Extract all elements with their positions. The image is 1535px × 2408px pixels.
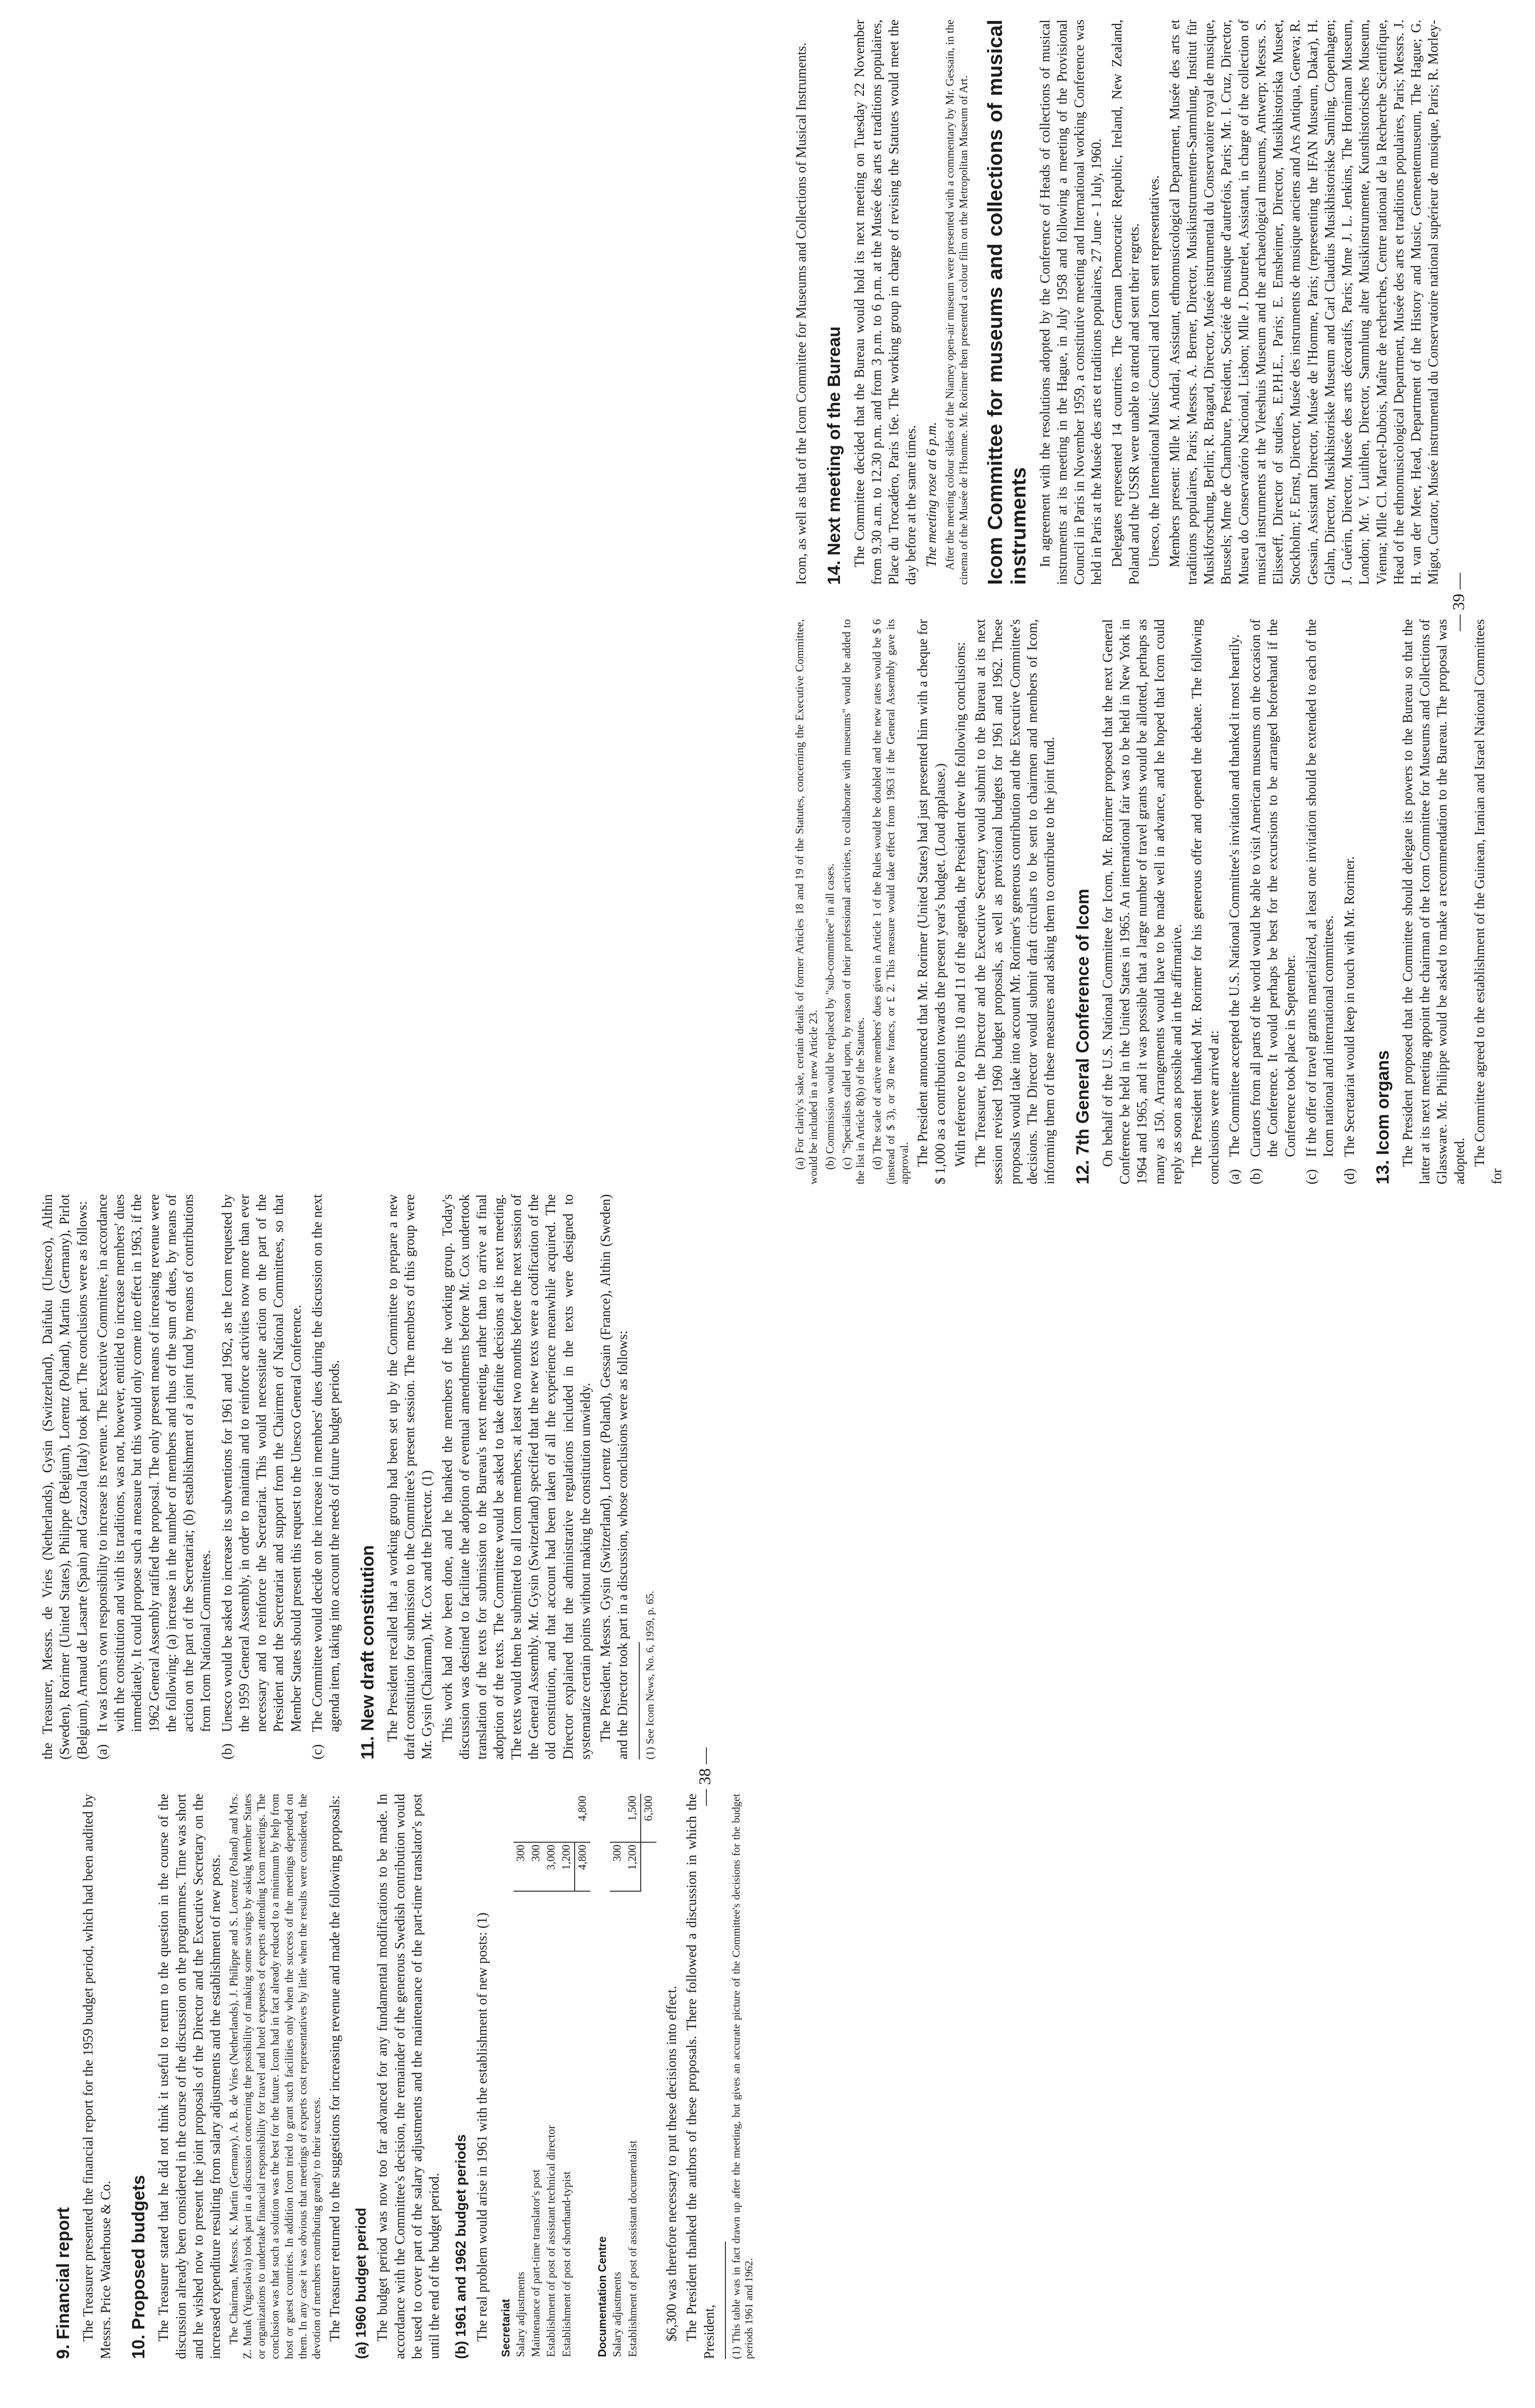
committee-heading: Icom Committee for museums and collections of musical instruments (983, 20, 1030, 585)
paragraph: The Treasurer returned to the suggestions for increasing revenue and made the following proposals: (327, 1795, 343, 2341)
small-print-paragraph: After the meeting colour slides of the Niamey open-air museum were presented with a commentary by Mr. Gessain, in the cinema of the Musée de l'Homme. Mr. Rorimer then presented a colour film on the Metropolitan Museum of Art. (943, 20, 970, 585)
subsection-a-heading: (a) 1960 budget period (353, 2207, 369, 2359)
paragraph: Icom, as well as that of the Icom Committee for Museums and Collections of Musical Instruments. (794, 42, 809, 585)
table-section-label: Documentation Centre (596, 2236, 609, 2357)
paragraph: The Treasurer presented the financial report for the 1959 budget period, which had been audited by Messrs. Price Waterhouse & Co. (81, 1794, 114, 2359)
paragraph: Delegates represented 14 countries. The German Democratic Republic, Ireland, New Zealand, Poland and the USSR were unable to attend and sent their regrets. (1109, 20, 1142, 585)
table-cell: Establishment of post of assistant documentalist (627, 2140, 639, 2357)
paragraph: The President thanked Mr. Rorimer for his generous offer and opened the debate. The following conclusions were arrived at: (1189, 619, 1222, 1184)
table-total: 6,300 (641, 1794, 656, 1842)
page-number: — 39 — (1450, 573, 1468, 631)
small-print-paragraph: (d) The scale of active members' dues given in Article 1 of the Rules would be doubled and the new rates would be $ 6 (instead of $ 3), or 30 new francs, or £ 2. This measure would take effect from 1963 if the General Assembly gave its approval. (871, 619, 911, 1184)
table-row (513, 1794, 529, 2359)
paragraph: On behalf of the U.S. National Committee for Icom, Mr. Rorimer proposed that the next General Conference be held in the United States in 1965. An international fair was to be held in New York in 1964 and 1965, and it was possible that a large number of travel grants would be allotted, perhaps as many as 150. Arrangements would have to be made well in advance, and he hoped that Icom could reply as soon as possible and in the affirmative. (1100, 619, 1185, 1184)
list-item-text: Unesco would be asked to increase its subventions for 1961 and 1962, as the Icom requested by the 1959 General Assembly, in order to maintain and to reinforce activities now more than ever necessary and to reinforce the Secretariat. This would necessitate action on the part of the President and the Secretariat and support from the Chairmen of National Committees, so that Member States should present this request to the Unesco General Conference. (219, 1194, 304, 1732)
table-cell: Establishment of post of assistant technical director (545, 2125, 558, 2357)
list-item: (c) The Committee would decide on the increase in members' dues during the discussion on the next agenda item, taking into account the needs of future budget periods. (309, 1194, 344, 1760)
table-row (529, 1794, 544, 2359)
table-cell: 4,800 (575, 1842, 590, 1891)
list-item: (b) Curators from all parts of the world would be able to visit American museums on the occasion of the Conference. It would perhaps be best for the excursions to be arranged beforehand if the Conference took place in September. (1247, 619, 1299, 1184)
table-row (610, 1794, 625, 2359)
subsection-b-heading: (b) 1961 and 1962 budget periods (453, 2134, 469, 2359)
list-item-text: Curators from all parts of the world would be able to visit American museums on the occasion of the Conference. It would perhaps be best for the excursions to be arranged beforehand if the Conference took place in September. (1248, 619, 1298, 1157)
page-number: — 38 — (696, 1747, 714, 1806)
list-item-text: It was Icom's own responsibility to increase its revenue. The Executive Committee, in accordance with the constitution and with its traditions, was not, however, entitled to increase members' dues immediately. It could propose such a measure but this would only come into effect in 1963, if the 1962 General Assembly ratified the proposal. The only present means of increasing revenue were the following: (a) increase in the number of members and thus of the sum of dues, by means of action on the part of the Secretariat; (b) establishment of a joint fund by means of contributions from Icom National Committees. (94, 1194, 214, 1732)
paragraph: The Committee agreed to the establishment of the Guinean, Iranian and Israel National Committees for (1472, 619, 1505, 1184)
list-item-text: If the offer of travel grants materialized, at least one invitation should be extended to each of the Icom national and international committees. (1303, 619, 1337, 1157)
section-9-heading: 9. Financial report (53, 2207, 73, 2359)
list-item: (a) The Committee accepted the U.S. National Committee's invitation and thanked it most heartily. (1226, 619, 1243, 1184)
section-11-heading: 11. New draft constitution (357, 1545, 377, 1760)
paragraph: The President, Messrs. Gysin (Switzerland), Lorentz (Poland), Gessain (France), Althin (Sweden) and the Director took part in a discussion, whose conclusions were as follows: (598, 1194, 631, 1760)
paragraph: The Committee decided that the Bureau would hold its next meeting on Tuesday 22 November from 9.30 a.m. to 12.30 p.m. and from 3 p.m. to 6 p.m. at the Musée des arts et traditions populaires, Place du Trocadéro, Paris 16e. The working group in charge of revising the Statutes would meet the day before at the same times. (852, 20, 919, 585)
paragraph: The President recalled that a working group had been set up by the Committee to prepare a new draft constitution for submission to the Committee's present session. The members of this group were Mr. Gysin (Chairman), Mr. Cox and the Director. (1) (385, 1194, 435, 1760)
section-14-heading: 14. Next meeting of the Bureau (824, 326, 844, 585)
list-item-text: The Committee would decide on the increase in members' dues during the discussion on the next agenda item, taking into account the needs of future budget periods. (309, 1194, 343, 1732)
table-cell: Salary adjustments (514, 2271, 527, 2357)
list-item: (b) Unesco would be asked to increase its subventions for 1961 and 1962, as the Icom requested by the 1959 General Assembly, in order to maintain and to reinforce activities now more than ever necessary and to reinforce the Secretariat. This would necessitate action on the part of the President and the Secretariat and support from the Chairmen of National Committees, so that Member States should present this request to the Unesco General Conference. (219, 1194, 305, 1760)
page-39-column-2 (793, 20, 1442, 585)
table-cell: 1,200 (559, 1842, 575, 1891)
small-print-paragraph: (a) For clarity's sake, certain details of former Articles 18 and 19 of the Statutes, concerning the Executive Committee, would be included in a new Article 23. (793, 619, 820, 1184)
table-cell: 300 (513, 1842, 529, 1891)
paragraph: The Treasurer stated that he did not think it useful to return to the question in the course of the discussion already been considered in the course of the discussion on the programmes. Time was short and he wished now to present the joint proposals of the Director and the Executive Secretary on the increased expenditure resulting from salary adjustments and the establishment of new posts. (156, 1794, 224, 2359)
table-cell: 1,500 (625, 1794, 641, 1842)
table-cell: 4,800 (575, 1794, 590, 1842)
list-item: (c) If the offer of travel grants materialized, at least one invitation should be extended to each of the Icom national and international committees. (1303, 619, 1338, 1184)
table-cell: 300 (529, 1842, 544, 1891)
page-39 (793, 20, 1505, 1184)
page-38-column-2 (39, 1194, 685, 1760)
table-section-label: Secretariat (499, 2299, 512, 2357)
section-12-heading: 12. 7th General Conference of Icom (1072, 888, 1093, 1184)
table-cell: 1,200 (625, 1842, 641, 1891)
table-row (641, 1794, 656, 2359)
paragraph: With reference to Points 10 and 11 of the agenda, the President drew the following conclusions: (953, 642, 968, 1167)
page-38-column-1 (39, 1794, 755, 2359)
table-cell: Maintenance of part-time translator's post (530, 2169, 542, 2357)
table-cell: 3,000 (544, 1842, 559, 1891)
page-38 (39, 1194, 755, 2359)
paragraph: The Treasurer, the Director and the Executive Secretary would submit to the Bureau at its next session revised 1960 budget proposals, as well as provisional budgets for 1961 and 1962. These proposals would take into account Mr. Rorimer's generous contribution and the Executive Committee's decisions. The Director would submit draft circulars to be sent to chairmen and members of Icom, informing them of these measures and asking them to contribute to the joint fund. (973, 619, 1058, 1184)
footnote-rule (725, 2242, 726, 2359)
paragraph: The President proposed that the Committee should delegate its powers to the Bureau so that the latter at its next meeting appoint the chairman of the Icom Committee for Museums and Collections of Glassware. Mr. Philippe would be asked to make a recommendation to the Bureau. The proposal was adopted. (1400, 619, 1467, 1184)
paragraph: $6,300 was therefore necessary to put these decisions into effect. (664, 1986, 679, 2341)
list-item-text: The Committee accepted the U.S. National Committee's invitation and thanked it most heartily. (1227, 634, 1242, 1157)
budget-table (494, 1794, 656, 2359)
paragraph: The President announced that Mr. Rorimer (United States) had just presented him with a cheque for $ 1,000 as a contribution towards the present year's budget. (Loud applause.) (915, 619, 948, 1184)
paragraph: The President thanked the authors of these proposals. There followed a discussion in which the President, (684, 1794, 717, 2359)
paragraph: In agreement with the resolutions adopted by the Conference of Heads of collections of musical instruments at its meeting in the Hague, in July 1958 and following a meeting of the Provisional Council in Paris in November 1959, a constitutive meeting and International working Conference was held in Paris at the Musée des arts et traditions populaires, 27 June - 1 July, 1960. (1037, 20, 1105, 585)
table-cell: Establishment of post of shorthand-typist (560, 2171, 573, 2357)
list-item-text: The Secretariat would keep in touch with Mr. Rorimer. (1342, 856, 1358, 1157)
small-print-paragraph: (c) "Specialists called upon, by reason of their professional activities, to collaborate with museums" would be added to the list in Article 8(b) of the Statutes. (840, 619, 867, 1184)
table-row (575, 1794, 590, 2359)
table-cell: 300 (610, 1842, 625, 1891)
footnote: (1) See Icom News, No. 6, 1959, p. 65. (643, 1591, 656, 1760)
table-row (544, 1794, 559, 2359)
paragraph: This work had now been done, and he thanked the members of the working group. Today's discussion was destined to facilitate the adoption of eventual amendments before Mr. Cox undertook translation of the texts for submission to the Bureau's next meeting, rather than to arrive at final adoption of the texts. The Committee would be asked to take definite decisions at its next meeting. The texts would then be submitted to all Icom members, at least two months before the next session of the General Assembly. Mr. Gysin (Switzerland) specified that the new texts were a codification of the old constitution, and that account had been taken of all the experience meanwhile acquired. The Director explained that the administrative regulations included in the texts were designed to systematize certain points without making the constitution unwieldy. (440, 1194, 593, 1760)
paragraph: the Treasurer, Messrs. de Vries (Netherlands), Gysin (Switzerland), Daifuku (Unesco), Althin (Sweden), Rorimer (United States), Philippe (Belgium), Lorentz (Poland), Martin (Germany), Pirlot (Belgium), Arnaud de Lasarte (Spain) and Gazzola (Italy) took part. The conclusions were as follows: (40, 1194, 90, 1760)
closing-note: The meeting rose at 6 p.m. (924, 422, 939, 567)
table-row (559, 1794, 575, 2359)
table-cell: Salary adjustments (611, 2271, 624, 2357)
paragraph: Members present: Mlle M. Andral, Assistant, ethnomusicological Department, Musée des arts et traditions populaires, Paris; Messrs. A. Berner, Director, Musikinstrumenten-Sammlung, Institut für Musikforschung, Berlin; R. Bragard, Director, Musée instrumental du Conservatoire royal de musique, Brussels; Mme de Chambure, President, Société de musique d'autrefois, Paris; Mr. I. Cruz, Director, Museu do Conservatório Nacional, Lisbon; Mlle J. Doutrelet, Assistant, in charge of the collection of musical instruments at the Vleeshuis Museum and the archaeological museums, Antwerp; Messrs. S. Elisseeff, Director of studies, E.P.H.E., Paris; E. Emsheimer, Director, Musikhistoriska Museet, Stockholm; F. Ernst, Director, Musée des instruments de musique anciens and Ars Antiqua, Geneva; R. Gessain, Assistant Director, Musée de l'Homme, Paris; (representing the IFAN Museum, Dakar), H. Glahn, Director, Musikhistoriske Museum and Carl Claudius Musikhistoriske Samling, Copenhagen; J. Guérin, Director, Musée des arts décoratifs, Paris; Mme J. L. Jenkins, The Horniman Museum, London; Mr. V. Luithlen, Director, Sammlung alter Musikinstrumente, Kunsthistorisches Museum, Vienna; Mlle Cl. Marcel-Dubois, Maître de recherches, Centre national de la Recherche Scientifique, Head of the ethnomusicological Department, Musée des arts et traditions populaires, Paris; Messrs. J. H. van der Meer, Head, Department of the History and Music, Gemeentemuseum, The Hague; G. Migot, Curator, Musée instrumental du Conservatoire national supérieur de musique, Paris; R. Morley- (1167, 20, 1442, 585)
table-row (625, 1794, 641, 2359)
paragraph: Unesco, the International Music Council and Icom sent representatives. (1147, 175, 1163, 567)
footnote: (1) This table was in fact drawn up after the meeting, but gives an accurate picture of the Committee's decisions for the budget periods 1961 and 1962. (729, 1794, 755, 2359)
footnote-rule (639, 1642, 640, 1760)
section-13-heading: 13. Icom organs (1372, 1050, 1393, 1184)
paragraph: The budget period was now too far advanced for any fundamental modifications to be made. In accordance with the Committee's decision, the remainder of the generous Swedish contribution would be used to cover part of the salary adjustments and the maintenance of the part-time translator's post until the end of the budget period. (375, 1794, 442, 2359)
section-10-heading: 10. Proposed budgets (128, 2175, 148, 2359)
small-print-paragraph: (b) Commission would be replaced by "sub-committee" in all cases. (824, 863, 837, 1170)
list-item: (a) It was Icom's own responsibility to increase its revenue. The Executive Committee, in accordance with the constitution and with its traditions, was not, however, entitled to increase members' dues immediately. It could propose such a measure but this would only come into effect in 1963, if the 1962 General Assembly ratified the proposal. The only present means of increasing revenue were the following: (a) increase in the number of members and thus of the sum of dues, by means of action on the part of the Secretariat; (b) establishment of a joint fund by means of contributions from Icom National Committees. (94, 1194, 215, 1760)
paragraph: The real problem would arise in 1961 with the establishment of new posts: (1) (475, 1912, 490, 2341)
list-item: (d) The Secretariat would keep in touch with Mr. Rorimer. (1341, 619, 1358, 1184)
page-39-column-1 (793, 619, 1505, 1184)
small-print-paragraph: The Chairman, Messrs. K. Martin (Germany), A. B. de Vries (Netherlands), J. Philippe and S. Lorentz (Poland) and Mrs. Z. Munk (Yugoslavia) took part in a discussion concerning the possibility of making some savings by asking Member States or organizations to undertake financial responsibility for travel and hotel expenses of experts attending Icom meetings. The conclusion was that such a solution was the best for the future. Icom had in fact already reduced to a minimum by help from host or guest countries. In addition Icom tried to grant such facilities only when the success of the meetings depended on them. In any case it was obvious that meetings of experts cost representatives by little when the results were considered, the devotion of members contributing greatly to their success. (228, 1794, 323, 2359)
